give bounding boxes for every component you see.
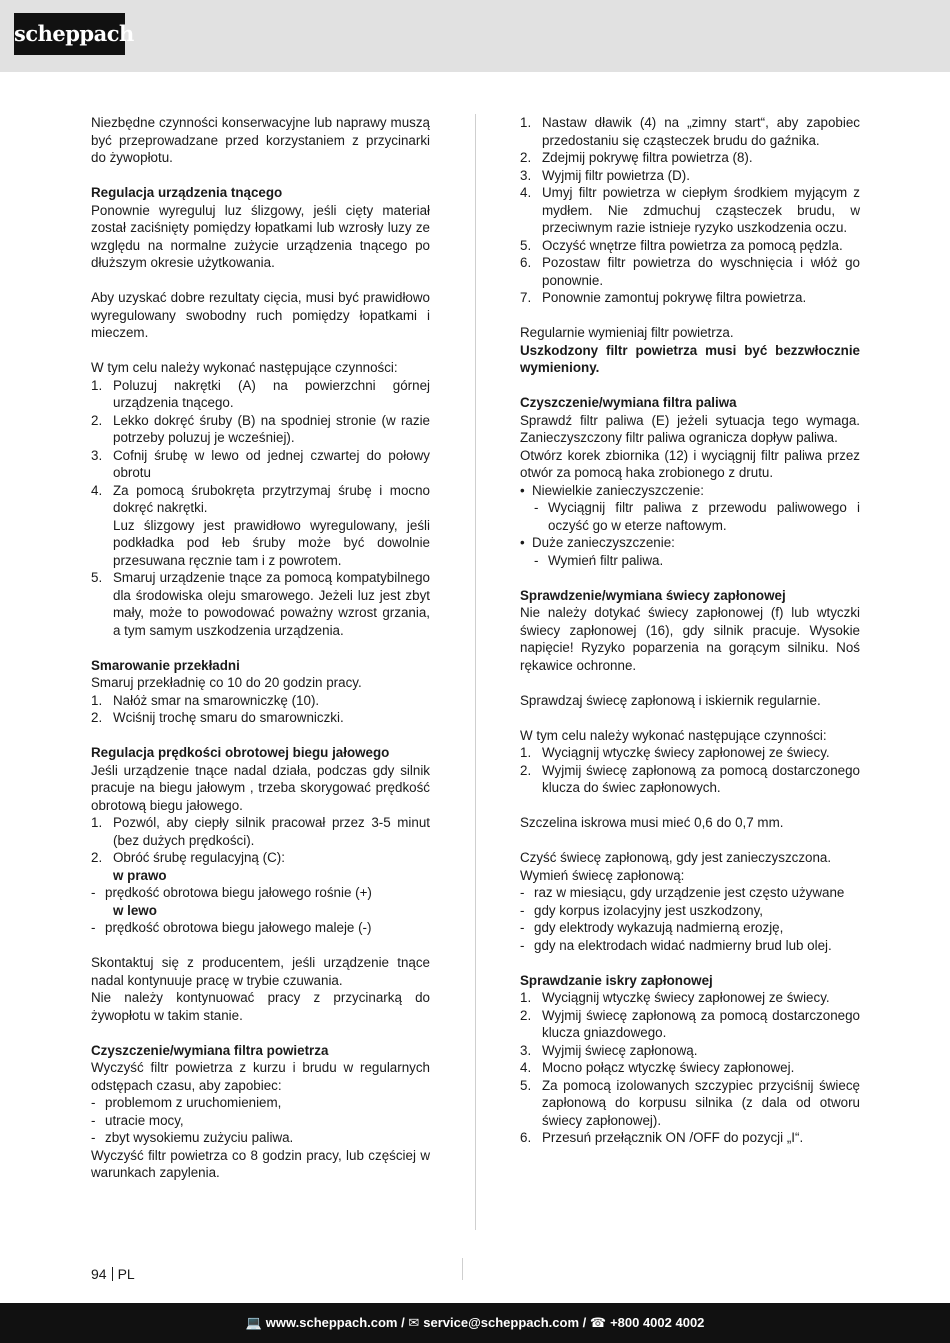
paragraph: Smaruj przekładnię co 10 do 20 godzin pracy. xyxy=(91,675,362,690)
mail-icon: ✉ xyxy=(408,1315,420,1330)
steps-list xyxy=(91,814,430,867)
list-item: 1. Wyciągnij wtyczkę świecy zapłonowej ze świecy. xyxy=(520,990,830,1005)
footer-website[interactable]: www.scheppach.com xyxy=(265,1315,398,1330)
paragraph: Otwórz korek zbiornika (12) i wyciągnij filtr paliwa przez otwór za pomocą haka zrobionego z drutu. xyxy=(520,447,860,480)
paragraph: Czyść świecę zapłonową, gdy jest zanieczyszczona. xyxy=(520,850,832,865)
list-item: - utracie mocy, xyxy=(91,1112,430,1130)
list-item: 1. Pozwól, aby ciepły silnik pracował przez 3-5 minut (bez dużych prędkości). xyxy=(91,815,430,848)
page-number-separator xyxy=(112,1267,113,1281)
column-divider xyxy=(475,114,476,1230)
direction-label-right: w prawo xyxy=(113,867,167,883)
section-heading-filtr-powietrza: Czyszczenie/wymiana filtra powietrza xyxy=(91,1042,329,1058)
left-column xyxy=(91,114,430,1182)
paragraph: Sprawdź filtr paliwa (E) jeżeli sytuacja tego wymaga. Zanieczyszczony filtr paliwa ogranicza dopływ paliwa. xyxy=(520,412,860,445)
list-item: - raz w miesiącu, gdy urządzenie jest często używane xyxy=(520,884,860,902)
list-item: • Niewielkie zanieczyszczenie: xyxy=(520,482,860,500)
list-item: 7. Ponownie zamontuj pokrywę filtra powietrza. xyxy=(520,290,807,305)
list-item: 2. Wciśnij trochę smaru do smarowniczki. xyxy=(91,710,344,725)
list-item: • Duże zanieczyszczenie: xyxy=(520,534,860,552)
dash-list xyxy=(534,499,860,534)
list-item: - prędkość obrotowa biegu jałowego rośnie (+) xyxy=(91,884,430,902)
computer-icon: 💻 xyxy=(245,1315,262,1330)
list-item: - zbyt wysokiemu zużyciu paliwa. xyxy=(91,1129,430,1147)
dash-list xyxy=(91,1094,430,1147)
dash-list xyxy=(534,552,860,570)
paragraph: Jeśli urządzenie tnące nadal działa, podczas gdy silnik pracuje na biegu jałowym , trzeba skorygować prędkość obrotową biegu jałowego. xyxy=(91,762,430,813)
paragraph: Ponownie wyreguluj luz ślizgowy, jeśli cięty materiał został zaciśnięty pomiędzy łopatkami lub wzrosły luzy ze względu na normalne zużycie urządzenia tnącego po dłuższym okresie użytkowania. xyxy=(91,202,430,270)
footer-divider xyxy=(462,1258,463,1280)
paragraph: Nie należy dotykać świecy zapłonowej (f) lub wtyczki świecy zapłonowej (16), gdy silnik pracuje. Wysokie napięcie! Ryzyko poparzenia na gorącym silniku. Noś rękawice ochronne. xyxy=(520,605,860,673)
section-heading-regulacja: Regulacja urządzenia tnącego xyxy=(91,185,283,200)
footer-phone[interactable]: +800 4002 4002 xyxy=(610,1315,705,1330)
steps-list xyxy=(91,692,430,727)
paragraph: Szczelina iskrowa musi mieć 0,6 do 0,7 mm. xyxy=(520,815,784,830)
direction-label-left: w lewo xyxy=(113,902,157,918)
paragraph: W tym celu należy wykonać następujące czynności: xyxy=(520,727,827,743)
list-item: 4. Za pomocą śrubokręta przytrzymaj śrubę i mocno dokręć nakrętki. Luz ślizgowy jest prawidłowo wyregulowany, jeśli podkładka pod łeb śruby może być dowolnie przesuwana ręcznie tam i z powrotem. xyxy=(91,482,430,568)
list-item: 5. Smaruj urządzenie tnące za pomocą kompatybilnego dla środowiska oleju smarowego. Jeżeli luz jest zbyt mały, może to powodować poważny wzrost grzania, a tym samym uszkodzenia urządzenia. xyxy=(91,570,430,638)
list-item: 1. Wyciągnij wtyczkę świecy zapłonowej ze świecy. xyxy=(520,745,830,760)
list-item: - gdy korpus izolacyjny jest uszkodzony, xyxy=(520,902,860,920)
section-heading-predkosc: Regulacja prędkości obrotowej biegu jałowego xyxy=(91,745,390,760)
list-item: - prędkość obrotowa biegu jałowego maleje (-) xyxy=(91,919,430,937)
intro-paragraph: Niezbędne czynności konserwacyjne lub naprawy muszą być przeprowadzane przed korzystaniem z przycinarki do żywopłotu. xyxy=(91,115,430,165)
right-column xyxy=(520,114,860,1147)
list-item: 3. Wyjmij filtr powietrza (D). xyxy=(520,167,690,183)
steps-list xyxy=(520,989,860,1147)
steps-list xyxy=(520,114,860,307)
steps-list xyxy=(520,744,860,797)
list-item: 3. Cofnij śrubę w lewo od jednej czwartej do połowy obrotu xyxy=(91,447,430,480)
list-item: 2. Wyjmij świecę zapłonową za pomocą dostarczonego klucza gniazdowego. xyxy=(520,1007,860,1040)
paragraph: Sprawdzaj świecę zapłonową i iskiernik regularnie. xyxy=(520,692,821,708)
paragraph: Skontaktuj się z producentem, jeśli urządzenie tnące nadal kontynuuje pracę w trybie czuwania. xyxy=(91,955,430,988)
footer-email[interactable]: service@scheppach.com xyxy=(423,1315,580,1330)
list-item: 1. Poluzuj nakrętki (A) na powierzchni górnej urządzenia tnącego. xyxy=(91,377,430,410)
list-item: 3. Wyjmij świecę zapłonową. xyxy=(520,1042,698,1058)
list-item: 6. Pozostaw filtr powietrza do wyschnięcia i włóż go ponownie. xyxy=(520,255,860,288)
dash-list xyxy=(91,884,430,902)
list-item: 2. Lekko dokręć śruby (B) na spodniej stronie (w razie potrzeby poluzuj je wcześniej). xyxy=(91,412,430,445)
list-item: - gdy elektrody wykazują nadmierną erozję, xyxy=(520,919,860,937)
section-heading-smarowanie: Smarowanie przekładni xyxy=(91,657,240,673)
paragraph: Aby uzyskać dobre rezultaty cięcia, musi być prawidłowo wyregulowany swobodny ruch pomiędzy łopatkami i mieczem. xyxy=(91,290,430,340)
list-item: 1. Nałóż smar na smarowniczkę (10). xyxy=(91,692,320,708)
list-item: 2. Wyjmij świecę zapłonową za pomocą dostarczonego klucza do świec zapłonowych. xyxy=(520,762,860,795)
list-item: 1. Nastaw dławik (4) na „zimny start“, aby zapobiec przedostaniu się cząsteczek brudu do gaźnika. xyxy=(520,115,860,148)
brand-logo: scheppach xyxy=(14,13,125,55)
dash-list xyxy=(520,884,860,954)
list-item: 4. Mocno połącz wtyczkę świecy zapłonowej. xyxy=(520,1060,795,1075)
list-item: - problemom z uruchomieniem, xyxy=(91,1094,430,1112)
list-item: 5. Za pomocą izolowanych szczypiec przyciśnij świecę zapłonową do korpusu silnika (z dala od otworu świecy zapłonowej). xyxy=(520,1077,860,1128)
bullet-list xyxy=(520,482,860,500)
steps-list xyxy=(91,377,430,640)
list-item: 4. Umyj filtr powietrza w ciepłym środkiem myjącym z mydłem. Nie zdmuchuj cząsteczek brudu, w przeciwnym razie istnieje ryzyko uszkodzenia oczu. xyxy=(520,185,860,235)
bullet-list xyxy=(520,534,860,552)
paragraph: Wyczyść filtr powietrza co 8 godzin pracy, lub częściej w warunkach zapylenia. xyxy=(91,1147,430,1180)
section-heading-filtr-paliwa: Czyszczenie/wymiana filtra paliwa xyxy=(520,395,737,410)
paragraph: Nie należy kontynuować pracy z przycinarką do żywopłotu w takim stanie. xyxy=(91,990,430,1023)
list-item: 2. Obróć śrubę regulacyjną (C): xyxy=(91,850,285,865)
phone-icon: ☎ xyxy=(589,1315,607,1330)
paragraph: Wyczyść filtr powietrza z kurzu i brudu w regularnych odstępach czasu, aby zapobiec: xyxy=(91,1060,430,1093)
paragraph: Wymień świecę zapłonową: xyxy=(520,867,685,883)
page-number-value: 94 xyxy=(91,1266,107,1282)
page-language: PL xyxy=(117,1266,135,1282)
page-header xyxy=(0,0,950,72)
page-number xyxy=(91,1266,135,1282)
list-item: - Wyciągnij filtr paliwa z przewodu paliwowego i oczyść go w eterze naftowym. xyxy=(534,499,860,534)
list-item: - Wymień filtr paliwa. xyxy=(534,552,860,570)
list-item: 6. Przesuń przełącznik ON /OFF do pozycji „I“. xyxy=(520,1130,804,1145)
list-item: - gdy na elektrodach widać nadmierny brud lub olej. xyxy=(520,937,860,955)
list-item: 5. Oczyść wnętrze filtra powietrza za pomocą pędzla. xyxy=(520,237,843,253)
section-heading-iskra: Sprawdzanie iskry zapłonowej xyxy=(520,972,713,988)
page-footer: 💻 www.scheppach.com / ✉ service@scheppach.com / ☎ +800 4002 4002 xyxy=(0,1303,950,1343)
section-heading-swieca: Sprawdzenie/wymiana świecy zapłonowej xyxy=(520,587,786,603)
dash-list xyxy=(91,919,430,937)
warning-paragraph: Uszkodzony filtr powietrza musi być bezzwłocznie wymieniony. xyxy=(520,342,860,375)
list-item: 2. Zdejmij pokrywę filtra powietrza (8). xyxy=(520,150,753,165)
paragraph: Regularnie wymieniaj filtr powietrza. xyxy=(520,325,734,340)
paragraph: W tym celu należy wykonać następujące czynności: xyxy=(91,360,398,375)
